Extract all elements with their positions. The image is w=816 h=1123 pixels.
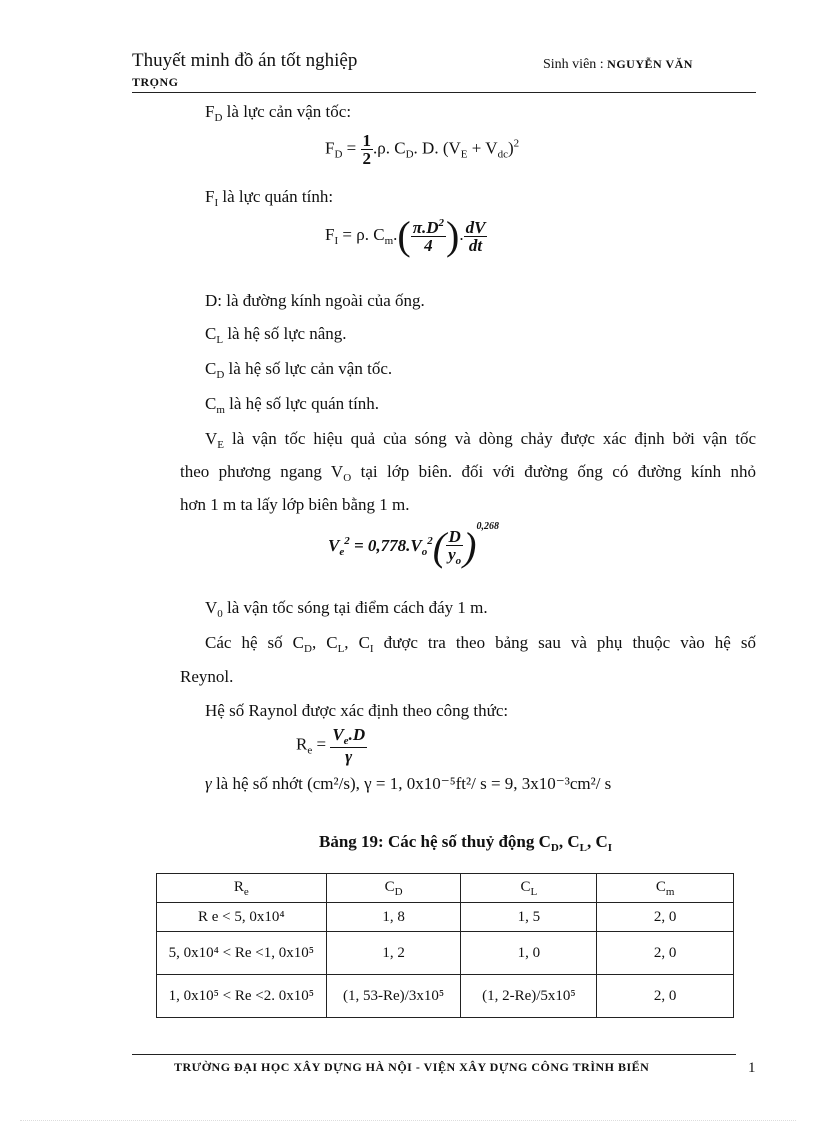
table-cell: 1, 2 [326, 932, 461, 975]
fd-intro-line: $F_D$ là lực cản vận tốc: [205, 102, 352, 124]
header-rule [132, 92, 756, 93]
gamma-line-text: là hệ số nhớt (cm²/s), γ = 1, 0x10⁻⁵ft²/ s = 9, 3x10⁻³cm²/ s [215, 774, 612, 793]
student-label [543, 57, 693, 73]
table-caption: Bảng 19: Các hệ số thuỷ động $C_D$, $C_L$, $C_I$ [319, 832, 613, 854]
student-label-text: Sinh viên : [543, 57, 604, 72]
v0-definition-text: là vận tốc sóng tại điểm cách đáy 1 m. [227, 598, 488, 617]
table-cell: 1, 8 [326, 903, 461, 932]
gamma-line: γ là hệ số nhớt (cm²/s), γ = 1, 0x10⁻⁵ft²/ s = 9, 3x10⁻³cm²/ s [205, 774, 612, 793]
table-cell: 2, 0 [597, 903, 734, 932]
table-row [157, 932, 734, 975]
coef-line1b-text: được tra theo bảng sau và phụ thuộc vào hệ số [383, 633, 756, 652]
table-caption-text: Bảng 19: Các hệ số thuỷ động C [319, 832, 551, 851]
table-cell: R e < 5, 0x10⁴ [157, 903, 327, 932]
fd-formula: $F_D$ = $\frac{1}{2}$ .ρ. $C_D$. D. $(V_E + V_{dc})^2$ [325, 131, 520, 168]
coef-line1-text: Các hệ số C [205, 633, 304, 652]
document-title: Thuyết minh đồ án tốt nghiệp [132, 50, 358, 71]
header-cd: $C_D$ [326, 874, 461, 903]
d-definition: D: là đường kính ngoài của ống. [205, 291, 425, 310]
reynolds-intro: Hệ số Raynol được xác định theo công thức: [205, 701, 509, 720]
table-header-row [157, 874, 734, 903]
fi-formula: $F_I = \rho$. $C_m$.( $\frac{\pi.D^2}{4}$ ). $\frac{dV}{dt}$ [325, 213, 486, 258]
hydrodynamic-coefficients-table [156, 873, 734, 1018]
student-name: NGUYỄN VĂN [607, 57, 693, 71]
footer-institution: TRƯỜNG ĐẠI HỌC XÂY DỰNG HÀ NỘI - VIỆN XÂY DỰNG CÔNG TRÌNH BIỂN [174, 1060, 650, 1074]
table-cell: 2, 0 [597, 975, 734, 1018]
table-cell: 1, 0x10⁵ < Re <2. 0x10⁵ [157, 975, 327, 1018]
coef-paragraph-line2: Reynol. [180, 667, 234, 686]
table-cell: (1, 2-Re)/5x10⁵ [461, 975, 597, 1018]
header-re: $R_e$ [157, 874, 327, 903]
cd-definition-text: là hệ số lực cản vận tốc. [228, 359, 393, 378]
page-number: 1 [748, 1060, 756, 1076]
page-bottom-dotted-line [20, 1120, 796, 1121]
header-cm: $C_m$ [597, 874, 734, 903]
table-cell: 1, 5 [461, 903, 597, 932]
cl-definition-text: là hệ số lực nâng. [227, 324, 347, 343]
fi-intro-line: $F_I$ là lực quán tính: [205, 187, 334, 209]
header-cl: $C_L$ [461, 874, 597, 903]
table-cell: 5, 0x10⁴ < Re <1, 0x10⁵ [157, 932, 327, 975]
ve-paragraph-line2: theo phương ngang $V_O$ tại lớp biên. đối với đường ống có đường kính nhỏ [180, 462, 757, 484]
table-row [157, 903, 734, 932]
ve-formula: $V_e^2 = 0,778.V_o^2$( $\frac{D}{y_o}$ )$^{0,268}$ [328, 521, 499, 570]
ve-paragraph-line1: $V_E$ là vận tốc hiệu quả của sóng và dòng chảy được xác định bởi vận tốc [205, 429, 756, 451]
ve-paragraph-line3: hơn 1 m ta lấy lớp biên bằng 1 m. [180, 495, 410, 514]
table-cell: 1, 0 [461, 932, 597, 975]
cd-definition: $C_D$ là hệ số lực cản vận tốc. [205, 359, 393, 381]
cm-definition-text: là hệ số lực quán tính. [229, 394, 380, 413]
ve-line1-text: là vận tốc hiệu quả của sóng và dòng chảy được xác định bởi vận tốc [231, 429, 756, 448]
fi-intro-text: là lực quán tính: [222, 187, 334, 206]
ve-line2b-text: tại lớp biên. đối với đường ống có đường kính nhỏ [360, 462, 757, 481]
footer-rule [132, 1054, 736, 1055]
ve-line2a-text: theo phương ngang V [180, 462, 344, 481]
coef-paragraph-line1: Các hệ số $C_D$, $C_L$, $C_I$ được tra theo bảng sau và phụ thuộc vào hệ số [205, 633, 756, 655]
table-cell: 2, 0 [597, 932, 734, 975]
cl-definition: $C_L$ là hệ số lực nâng. [205, 324, 347, 346]
fd-intro-text: là lực cản vận tốc: [226, 102, 352, 121]
cm-definition: $C_m$ là hệ số lực quán tính. [205, 394, 380, 416]
table-cell: (1, 53-Re)/3x10⁵ [326, 975, 461, 1018]
v0-definition: $V_0$ là vận tốc sóng tại điểm cách đáy 1 m. [205, 598, 488, 620]
table-row [157, 975, 734, 1018]
student-name-continued: TRỌNG [132, 75, 179, 89]
reynolds-formula: $R_e$ = $\frac{V_e.D}{\gamma}$ [296, 725, 366, 766]
